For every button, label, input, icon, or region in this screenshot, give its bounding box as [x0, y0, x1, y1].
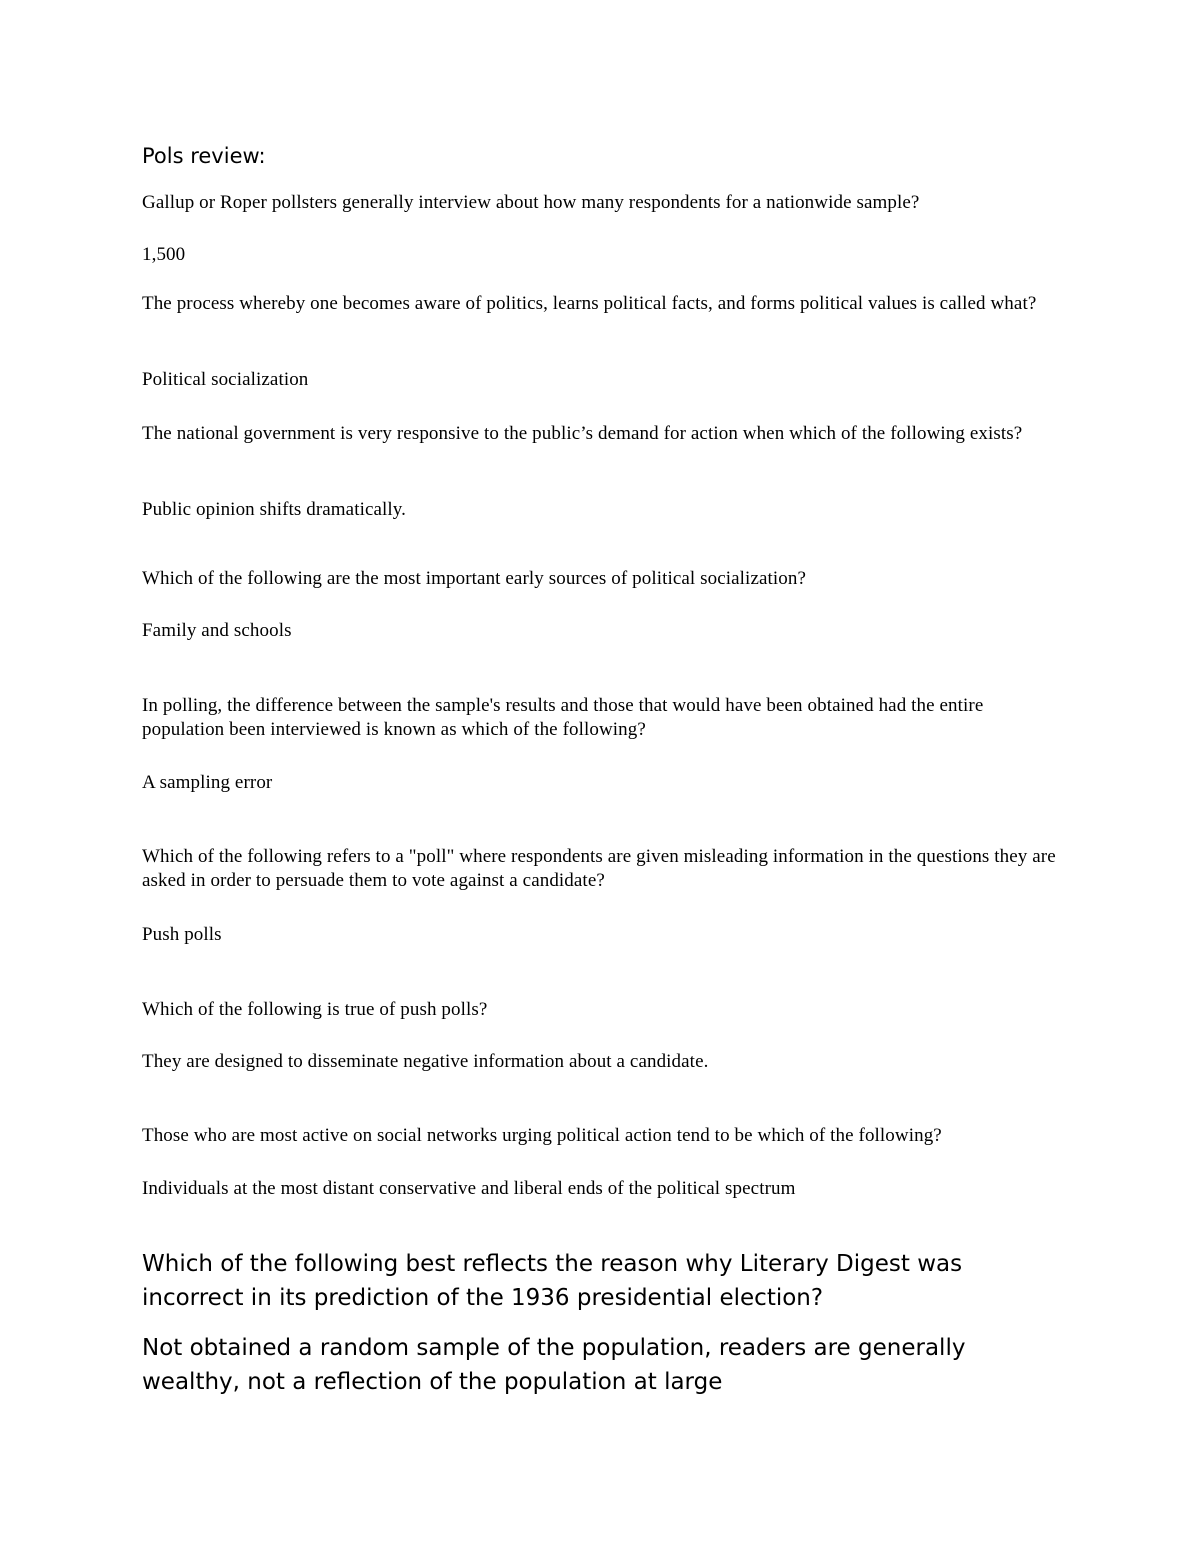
question-6: Which of the following refers to a "poll" where respondents are given misleading information in the questions they are asked in order to persuade them to vote against a candidate? — [142, 846, 1056, 891]
question-3: The national government is very responsive to the public’s demand for action when which of the following exists? — [142, 423, 1023, 444]
page-title: Pols review: — [142, 144, 266, 168]
answer-6: Push polls — [142, 924, 222, 945]
answer-2: Political socialization — [142, 369, 309, 390]
answer-8: Individuals at the most distant conservative and liberal ends of the political spectrum — [142, 1178, 796, 1199]
answer-7: They are designed to disseminate negative information about a candidate. — [142, 1051, 709, 1072]
question-4: Which of the following are the most important early sources of political socialization? — [142, 568, 806, 589]
question-2: The process whereby one becomes aware of politics, learns political facts, and forms political values is called what? — [142, 293, 1037, 314]
question-1: Gallup or Roper pollsters generally interview about how many respondents for a nationwide sample? — [142, 192, 920, 213]
answer-5: A sampling error — [142, 772, 273, 793]
question-8: Those who are most active on social networks urging political action tend to be which of the following? — [142, 1125, 942, 1146]
final-question: Which of the following best reflects the reason why Literary Digest was incorrect in its prediction of the 1936 presidential election? — [142, 1251, 963, 1311]
question-5: In polling, the difference between the sample's results and those that would have been obtained had the entire population been interviewed is known as which of the following? — [142, 695, 984, 740]
answer-3: Public opinion shifts dramatically. — [142, 499, 407, 520]
question-7: Which of the following is true of push polls? — [142, 999, 488, 1020]
answer-4: Family and schools — [142, 620, 292, 641]
final-answer: Not obtained a random sample of the population, readers are generally wealthy, not a reflection of the population at large — [142, 1335, 966, 1395]
answer-1: 1,500 — [142, 244, 186, 265]
